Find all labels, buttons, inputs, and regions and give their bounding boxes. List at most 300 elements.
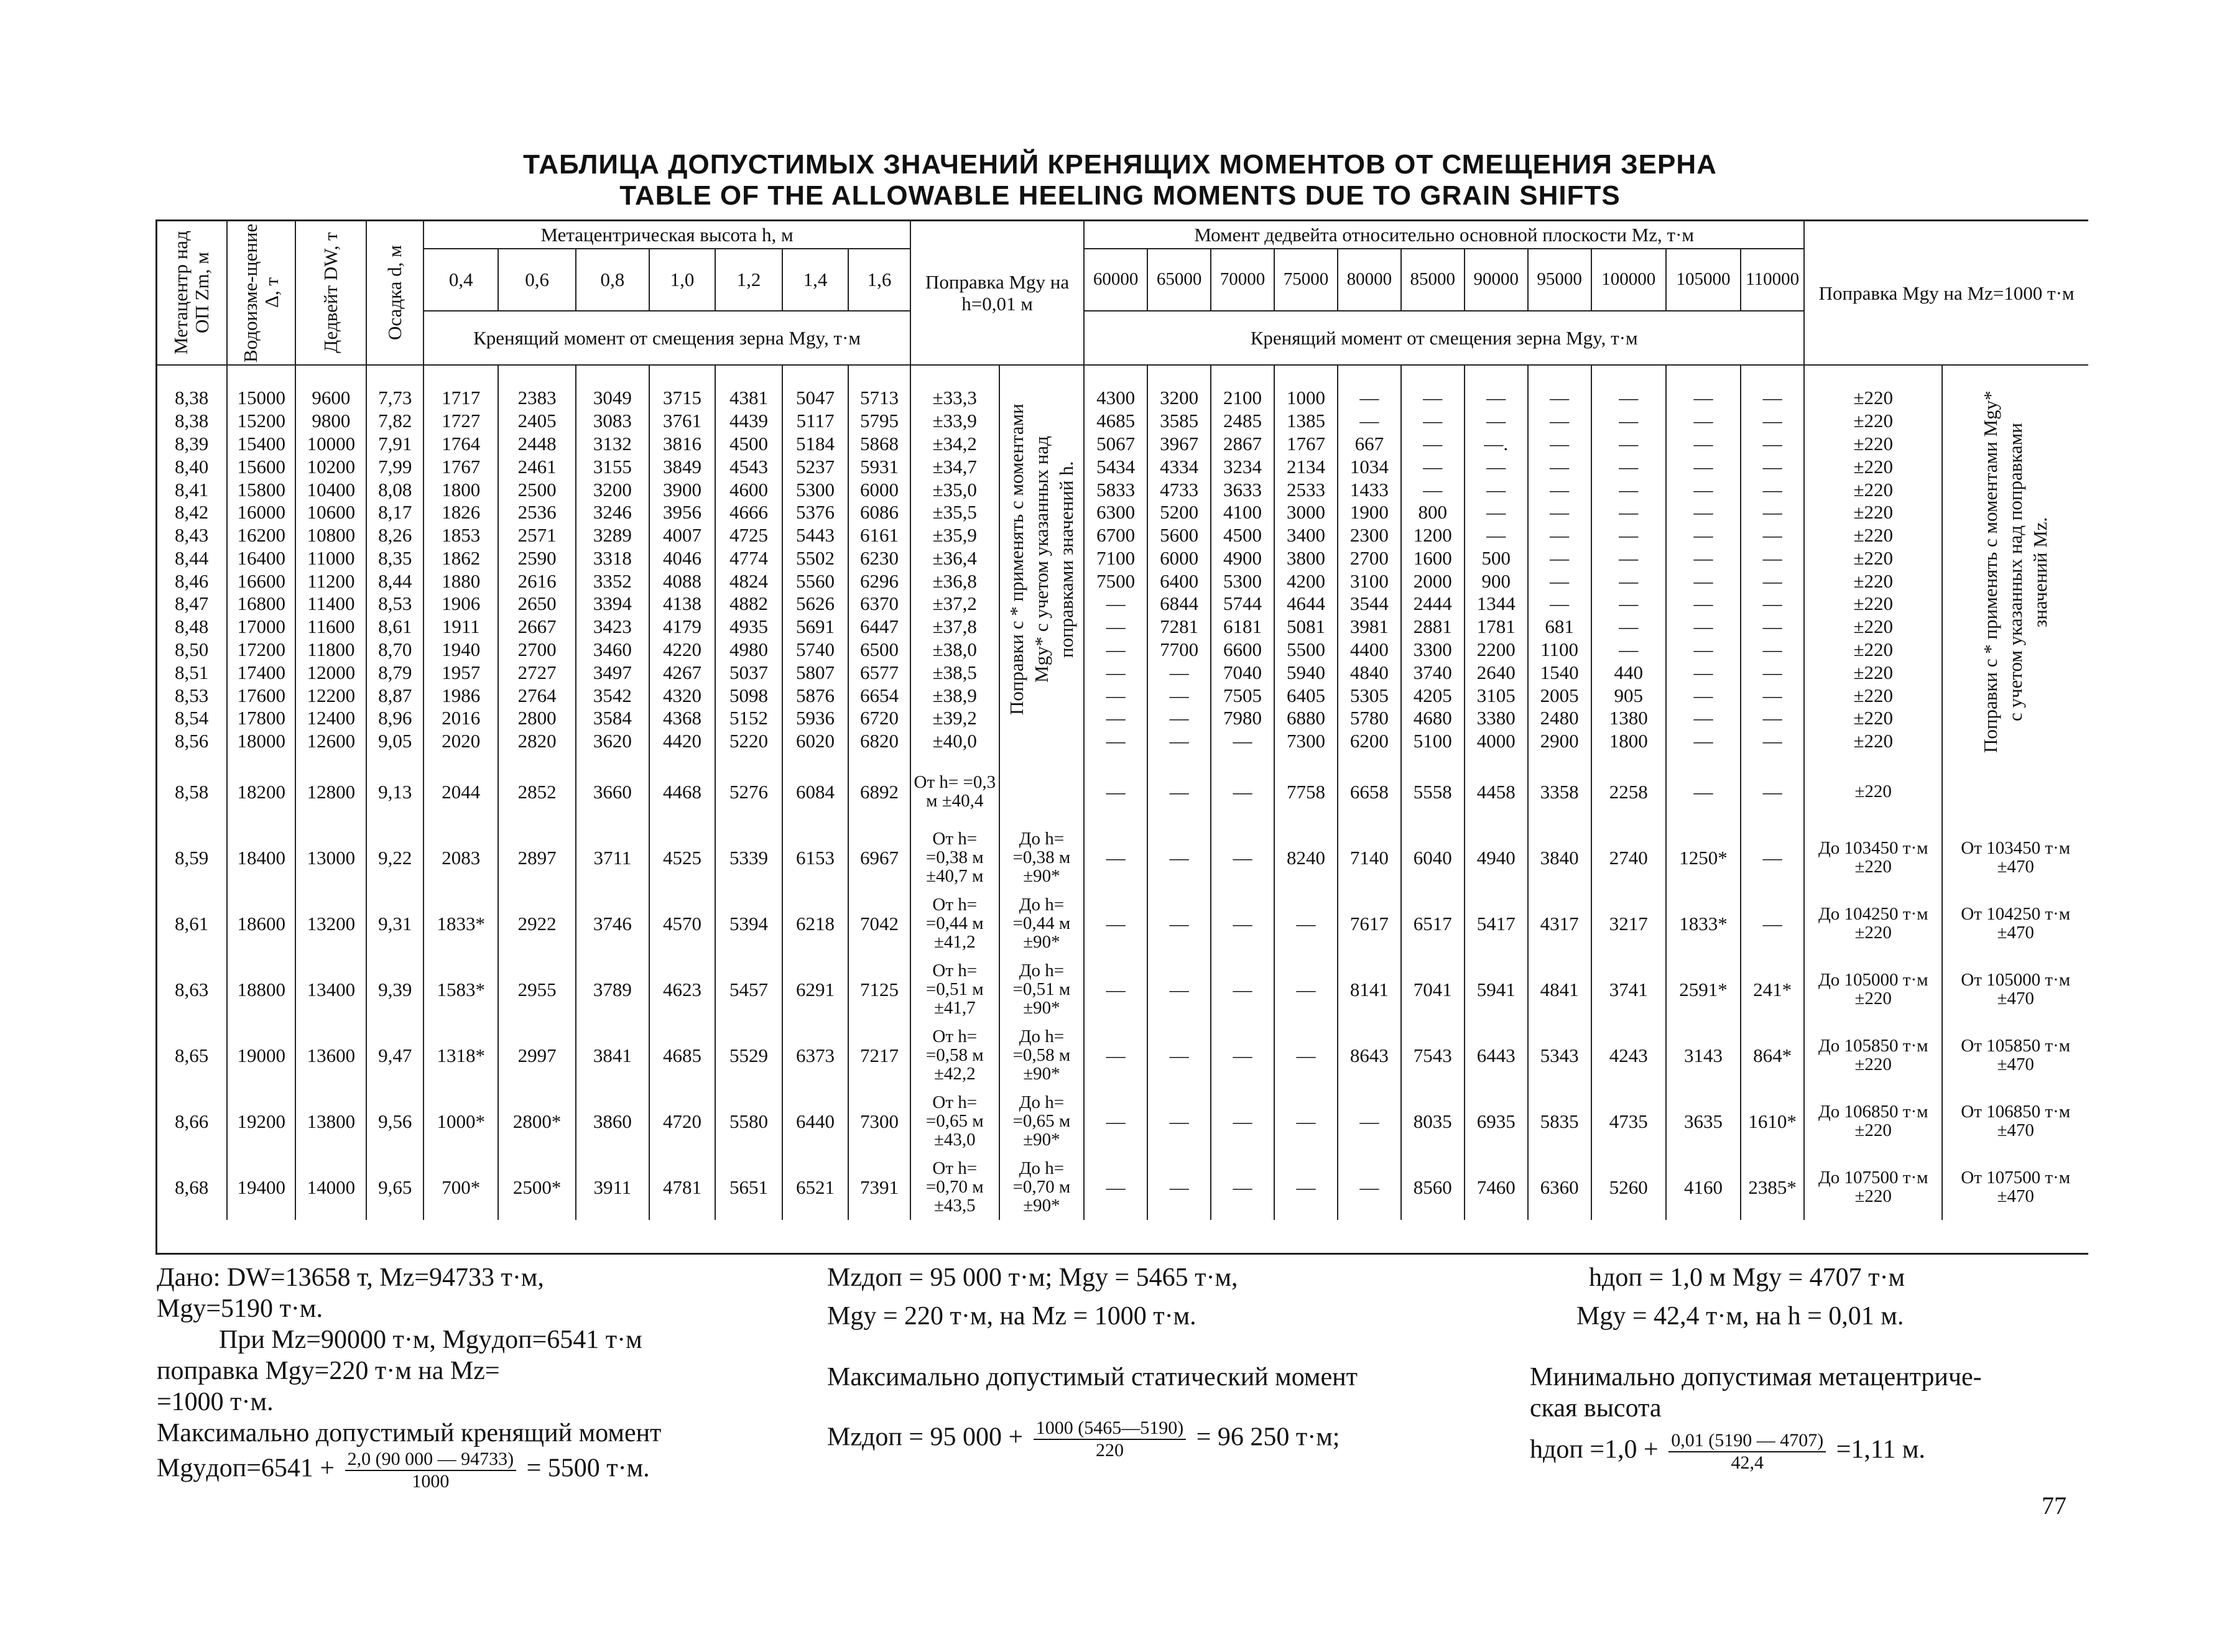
table-cell: 10400 xyxy=(295,478,366,501)
h-value: 1,4 xyxy=(782,249,848,311)
spacer-cell xyxy=(1401,752,1465,759)
table-cell: ±220 xyxy=(1804,524,1942,547)
table-cell: 3620 xyxy=(576,729,649,752)
disp-cell: 19200 xyxy=(227,1088,295,1154)
draft-cell: 9,47 xyxy=(366,1022,423,1088)
table-cell: 4205 xyxy=(1401,684,1465,707)
example-mid-line2: Mgy = 220 т·м, на Mz = 1000 т·м. xyxy=(827,1302,1196,1331)
mz-value: 65000 xyxy=(1147,249,1211,311)
table-row xyxy=(156,615,2088,638)
moment-cell: 5394 xyxy=(715,890,782,956)
table-cell: 1385 xyxy=(1274,409,1338,432)
moment-cell: 4720 xyxy=(649,1088,715,1154)
table-cell: ±37,2 xyxy=(910,593,999,616)
table-cell: 1767 xyxy=(423,455,498,478)
table-cell: 5740 xyxy=(782,638,848,661)
table-cell: — xyxy=(1741,684,1804,707)
moment-cell: 7125 xyxy=(848,956,910,1022)
table-cell: 7100 xyxy=(1084,547,1147,570)
moment-cell: 6291 xyxy=(782,956,848,1022)
corr-mz-star-cell: От 105000 т·м ±470 xyxy=(1942,956,2088,1022)
zm-cell: 8,66 xyxy=(156,1088,227,1154)
table-cell: 5300 xyxy=(782,478,848,501)
table-cell: — xyxy=(1211,729,1274,752)
table-cell: — xyxy=(1528,478,1591,501)
mz-moment-cell: 3635 xyxy=(1666,1088,1741,1154)
table-cell: — xyxy=(1084,593,1147,616)
mz-moment-cell: — xyxy=(1147,824,1211,890)
example-left-line2: Mgy=5190 т·м. xyxy=(157,1294,323,1323)
mz-moment-cell: 3741 xyxy=(1591,956,1666,1022)
table-cell: 3584 xyxy=(576,706,649,729)
table-cell: 681 xyxy=(1528,615,1591,638)
table-cell: 3497 xyxy=(576,661,649,684)
table-cell: 6405 xyxy=(1274,684,1338,707)
table-cell: 1826 xyxy=(423,501,498,524)
fraction-denominator: 220 xyxy=(1095,1440,1124,1460)
mz-moment-cell: — xyxy=(1274,956,1338,1022)
table-cell: 2016 xyxy=(423,706,498,729)
moment-cell: 3860 xyxy=(576,1088,649,1154)
table-cell: 4666 xyxy=(715,501,782,524)
mz-moment-cell: 3143 xyxy=(1666,1022,1741,1088)
table-cell: — xyxy=(1084,615,1147,638)
mz-moment-cell: 4735 xyxy=(1591,1088,1666,1154)
corr-h-cell: От h= =0,65 м ±43,0 xyxy=(910,1088,999,1154)
header-corr-h: Поправка Mgy на h=0,01 м xyxy=(910,221,1084,366)
table-cell: 2500 xyxy=(498,478,575,501)
header-h-group: Метацентрическая высота h, м xyxy=(423,221,910,249)
table-cell: 4500 xyxy=(1211,524,1274,547)
table-cell: 8,48 xyxy=(156,615,227,638)
table-cell: — xyxy=(1528,409,1591,432)
header-mz-sub: Кренящий момент от смещения зерна Mgy, т·м xyxy=(1084,311,1804,365)
corr-mz-star-cell: От 103450 т·м ±470 xyxy=(1942,824,2088,890)
table-cell: 3352 xyxy=(576,570,649,593)
table-cell: 6600 xyxy=(1211,638,1274,661)
table-cell: — xyxy=(1591,638,1666,661)
table-cell: 3800 xyxy=(1274,547,1338,570)
table-cell: 4334 xyxy=(1147,455,1211,478)
mz-moment-cell: 8643 xyxy=(1338,1022,1401,1088)
table-cell: 4935 xyxy=(715,615,782,638)
table-cell: 2700 xyxy=(498,638,575,661)
table-cell: 17400 xyxy=(227,661,295,684)
draft-cell: 9,31 xyxy=(366,890,423,956)
corr-mz-star-cell: От 107500 т·м ±470 xyxy=(1942,1154,2088,1220)
table-cell: — xyxy=(1666,615,1741,638)
table-cell: 18000 xyxy=(227,729,295,752)
table-cell: 8,35 xyxy=(366,547,423,570)
disp-cell: 19000 xyxy=(227,1022,295,1088)
table-cell: 1940 xyxy=(423,638,498,661)
table-cell: 5237 xyxy=(782,455,848,478)
table-cell: 5868 xyxy=(848,432,910,455)
table-cell: 17600 xyxy=(227,684,295,707)
table-cell: 2536 xyxy=(498,501,575,524)
table-cell: 4138 xyxy=(649,593,715,616)
mz-moment-cell: — xyxy=(1211,890,1274,956)
table-cell: 2020 xyxy=(423,729,498,752)
table-cell: 3633 xyxy=(1211,478,1274,501)
header-sub-row xyxy=(156,311,2088,365)
moment-cell: 5339 xyxy=(715,824,782,890)
mz-moment-cell: 1833* xyxy=(1666,890,1741,956)
mz-moment-cell: — xyxy=(1741,759,1804,824)
table-cell: — xyxy=(1401,409,1465,432)
table-cell: — xyxy=(1741,478,1804,501)
table-cell: 10800 xyxy=(295,524,366,547)
table-cell: 7,99 xyxy=(366,455,423,478)
disp-cell: 19400 xyxy=(227,1154,295,1220)
table-cell: 4824 xyxy=(715,570,782,593)
mz-moment-cell: 8560 xyxy=(1401,1154,1465,1220)
table-cell: 7500 xyxy=(1084,570,1147,593)
spacer-cell xyxy=(715,752,782,759)
table-cell: — xyxy=(1741,615,1804,638)
table-cell: 4381 xyxy=(715,365,782,409)
table-cell: 3544 xyxy=(1338,593,1401,616)
corr-mz-cell: До 107500 т·м ±220 xyxy=(1804,1154,1942,1220)
header-row xyxy=(156,221,2088,249)
draft-cell: 9,39 xyxy=(366,956,423,1022)
table-cell: 5067 xyxy=(1084,432,1147,455)
mz-moment-cell: 6517 xyxy=(1401,890,1465,956)
mz-moment-cell: 4243 xyxy=(1591,1022,1666,1088)
table-cell: 7700 xyxy=(1147,638,1211,661)
table-cell: 6370 xyxy=(848,593,910,616)
table-cell: 5936 xyxy=(782,706,848,729)
corr-mz-cell: ±220 xyxy=(1804,759,1942,824)
example-left-formula xyxy=(157,1449,747,1492)
table-cell: 2900 xyxy=(1528,729,1591,752)
table-cell: 3967 xyxy=(1147,432,1211,455)
mz-moment-cell: 4458 xyxy=(1465,759,1528,824)
fraction xyxy=(1034,1418,1186,1461)
mz-moment-cell: — xyxy=(1084,759,1147,824)
table-cell: 1911 xyxy=(423,615,498,638)
table-cell: 8,41 xyxy=(156,478,227,501)
table-cell: 6447 xyxy=(848,615,910,638)
table-cell: 6000 xyxy=(1147,547,1211,570)
mz-moment-cell: 864* xyxy=(1741,1022,1804,1088)
moment-cell: 4685 xyxy=(649,1022,715,1088)
table-cell: 4980 xyxy=(715,638,782,661)
draft-cell: 9,56 xyxy=(366,1088,423,1154)
table-cell: 11200 xyxy=(295,570,366,593)
table-cell: 3423 xyxy=(576,615,649,638)
moment-cell: 6084 xyxy=(782,759,848,824)
table-row xyxy=(156,547,2088,570)
table-cell: 10600 xyxy=(295,501,366,524)
mz-moment-cell: — xyxy=(1666,759,1741,824)
table-cell: 1540 xyxy=(1528,661,1591,684)
table-cell: 4685 xyxy=(1084,409,1147,432)
formula-result: = 96 250 т·м; xyxy=(1196,1423,1340,1452)
spacer-cell xyxy=(1084,752,1147,759)
dw-cell: 13800 xyxy=(295,1088,366,1154)
table-cell: ±38,0 xyxy=(910,638,999,661)
moment-cell: 2955 xyxy=(498,956,575,1022)
mz-moment-cell: — xyxy=(1741,890,1804,956)
table-cell: 5807 xyxy=(782,661,848,684)
note-h-text: Поправки с * применять с моментами Mgy* с учетом указанных над поправками значений h. xyxy=(1005,404,1077,716)
table-cell: — xyxy=(1741,729,1804,752)
table-cell: ±35,5 xyxy=(910,501,999,524)
table-cell: 3585 xyxy=(1147,409,1211,432)
corr-mz-cell: До 103450 т·м ±220 xyxy=(1804,824,1942,890)
table-cell: 3132 xyxy=(576,432,649,455)
mz-moment-cell: — xyxy=(1147,1154,1211,1220)
table-cell: 5626 xyxy=(782,593,848,616)
table-cell: 16200 xyxy=(227,524,295,547)
moment-cell: 4623 xyxy=(649,956,715,1022)
mz-moment-cell: 1610* xyxy=(1741,1088,1804,1154)
table-cell: ±220 xyxy=(1804,706,1942,729)
table-cell: 4267 xyxy=(649,661,715,684)
table-cell: 3200 xyxy=(576,478,649,501)
table-cell: 8,54 xyxy=(156,706,227,729)
dw-cell: 12800 xyxy=(295,759,366,824)
table-cell: 8,53 xyxy=(156,684,227,707)
table-cell: ±220 xyxy=(1804,432,1942,455)
table-cell: 800 xyxy=(1401,501,1465,524)
formula-prefix: Mgyдоп=6541 + xyxy=(157,1454,335,1483)
example-right-line2: Mgy = 42,4 т·м, на h = 0,01 м. xyxy=(1576,1302,1904,1331)
fraction-numerator: 2,0 (90 000 — 94733) xyxy=(345,1449,516,1471)
table-cell: — xyxy=(1741,547,1804,570)
moment-cell: 6892 xyxy=(848,759,910,824)
spacer-cell xyxy=(423,752,498,759)
table-cell: 3400 xyxy=(1274,524,1338,547)
table-cell: — xyxy=(1401,478,1465,501)
table-cell: — xyxy=(1591,432,1666,455)
table-cell: 4543 xyxy=(715,455,782,478)
draft-cell: 9,22 xyxy=(366,824,423,890)
table-cell: — xyxy=(1465,524,1528,547)
mz-moment-cell: 241* xyxy=(1741,956,1804,1022)
table-cell: 10200 xyxy=(295,455,366,478)
table-cell: — xyxy=(1401,365,1465,409)
mz-moment-cell: — xyxy=(1211,824,1274,890)
table-cell: — xyxy=(1591,524,1666,547)
grain-moment-table xyxy=(155,219,2088,1220)
moment-cell: 6218 xyxy=(782,890,848,956)
table-cell: 3380 xyxy=(1465,706,1528,729)
table-cell: 4725 xyxy=(715,524,782,547)
table-cell: 8,42 xyxy=(156,501,227,524)
table-cell: 5300 xyxy=(1211,570,1274,593)
table-cell: 4320 xyxy=(649,684,715,707)
table-cell: 11800 xyxy=(295,638,366,661)
mz-moment-cell: 7543 xyxy=(1401,1022,1465,1088)
table-cell: ±220 xyxy=(1804,615,1942,638)
table-cell: 5037 xyxy=(715,661,782,684)
table-cell: 7,82 xyxy=(366,409,423,432)
table-cell: — xyxy=(1528,547,1591,570)
table-cell: 4439 xyxy=(715,409,782,432)
mz-moment-cell: 7140 xyxy=(1338,824,1401,890)
spacer-cell xyxy=(1804,752,1942,759)
example-left-line6: Максимально допустимый кренящий момент xyxy=(157,1419,662,1447)
table-cell: — xyxy=(1666,455,1741,478)
table-cell: 6700 xyxy=(1084,524,1147,547)
mz-moment-cell: — xyxy=(1338,1088,1401,1154)
mz-moment-cell: 5343 xyxy=(1528,1022,1591,1088)
table-cell: 10000 xyxy=(295,432,366,455)
table-cell: 8,44 xyxy=(156,547,227,570)
table-cell: 11400 xyxy=(295,593,366,616)
table-cell: 3318 xyxy=(576,547,649,570)
mz-moment-cell: 5835 xyxy=(1528,1088,1591,1154)
table-cell: 2764 xyxy=(498,684,575,707)
mz-moment-cell: — xyxy=(1084,956,1147,1022)
h-value: 0,8 xyxy=(576,249,649,311)
table-cell: 1900 xyxy=(1338,501,1401,524)
table-cell: 5152 xyxy=(715,706,782,729)
table-cell: 8,38 xyxy=(156,365,227,409)
fraction xyxy=(345,1449,516,1492)
table-cell: 4420 xyxy=(649,729,715,752)
spacer-cell xyxy=(366,752,423,759)
table-row xyxy=(156,706,2088,729)
table-cell: 16400 xyxy=(227,547,295,570)
mz-moment-cell: 6443 xyxy=(1465,1022,1528,1088)
table-cell: 5744 xyxy=(1211,593,1274,616)
table-cell: 4088 xyxy=(649,570,715,593)
mz-moment-cell: 2740 xyxy=(1591,824,1666,890)
table-cell: 6820 xyxy=(848,729,910,752)
table-cell: ±220 xyxy=(1804,638,1942,661)
corr-h-cell: От h= =0,3 м ±40,4 xyxy=(910,759,999,824)
table-cell: 7040 xyxy=(1211,661,1274,684)
mz-moment-cell: — xyxy=(1147,956,1211,1022)
table-cell: 4400 xyxy=(1338,638,1401,661)
table-cell: — xyxy=(1591,570,1666,593)
table-cell: 6020 xyxy=(782,729,848,752)
table-cell: 5780 xyxy=(1338,706,1401,729)
moment-cell: 3789 xyxy=(576,956,649,1022)
header-draft xyxy=(366,221,423,366)
formula-result: =1,11 м. xyxy=(1836,1435,1925,1464)
mz-value: 60000 xyxy=(1084,249,1147,311)
table-cell: ±220 xyxy=(1804,365,1942,409)
zm-cell: 8,58 xyxy=(156,759,227,824)
corr-h-star-cell: До h= =0,58 м ±90* xyxy=(999,1022,1085,1088)
mz-moment-cell: 6935 xyxy=(1465,1088,1528,1154)
table-cell: 7,73 xyxy=(366,365,423,409)
table-cell: 2727 xyxy=(498,661,575,684)
mz-value: 100000 xyxy=(1591,249,1666,311)
moment-cell: 7217 xyxy=(848,1022,910,1088)
moment-cell: 5651 xyxy=(715,1154,782,1220)
mz-moment-cell: — xyxy=(1084,1154,1147,1220)
spacer-cell xyxy=(1274,752,1338,759)
mz-moment-cell: — xyxy=(1147,1088,1211,1154)
corr-h-star-cell: До h= =0,38 м ±90* xyxy=(999,824,1085,890)
table-cell: 17200 xyxy=(227,638,295,661)
table-cell: 8,46 xyxy=(156,570,227,593)
mz-moment-cell: 5941 xyxy=(1465,956,1528,1022)
mz-moment-cell: 6360 xyxy=(1528,1154,1591,1220)
table-cell: 4200 xyxy=(1274,570,1338,593)
table-row xyxy=(156,501,2088,524)
moment-cell: 2083 xyxy=(423,824,498,890)
disp-cell: 18800 xyxy=(227,956,295,1022)
h-value: 0,4 xyxy=(423,249,498,311)
table-cell: 3234 xyxy=(1211,455,1274,478)
table-cell: 2461 xyxy=(498,455,575,478)
table-cell: 8,50 xyxy=(156,638,227,661)
zm-cell: 8,65 xyxy=(156,1022,227,1088)
mz-moment-cell: 4841 xyxy=(1528,956,1591,1022)
table-bottom-border xyxy=(155,1253,2088,1255)
spacer-row xyxy=(156,752,2088,759)
table-cell: 4368 xyxy=(649,706,715,729)
table-cell: 1433 xyxy=(1338,478,1401,501)
corr-mz-cell: До 104250 т·м ±220 xyxy=(1804,890,1942,956)
table-cell: 3394 xyxy=(576,593,649,616)
mz-moment-cell: 5417 xyxy=(1465,890,1528,956)
header-h-sub: Кренящий момент от смещения зерна Mgy, т·м xyxy=(423,311,910,365)
table-cell: 2300 xyxy=(1338,524,1401,547)
spacer-cell xyxy=(782,752,848,759)
table-cell: 4733 xyxy=(1147,478,1211,501)
page-number: 77 xyxy=(2042,1492,2066,1520)
moment-cell: 7391 xyxy=(848,1154,910,1220)
table-cell: 17800 xyxy=(227,706,295,729)
moment-cell: 3660 xyxy=(576,759,649,824)
table-cell: 16000 xyxy=(227,501,295,524)
mz-moment-cell: 5558 xyxy=(1401,759,1465,824)
table-cell: — xyxy=(1147,684,1211,707)
table-cell: 4774 xyxy=(715,547,782,570)
table-cell: — xyxy=(1666,365,1741,409)
table-cell: — xyxy=(1465,409,1528,432)
table-cell: 5560 xyxy=(782,570,848,593)
spacer-cell xyxy=(910,752,999,759)
title-english: TABLE OF THE ALLOWABLE HEELING MOMENTS DUE TO GRAIN SHIFTS xyxy=(619,180,1621,211)
table-row xyxy=(156,409,2088,432)
zm-cell: 8,63 xyxy=(156,956,227,1022)
example-right xyxy=(1530,1262,2090,1474)
table-cell: 4600 xyxy=(715,478,782,501)
table-left-border xyxy=(155,219,157,1253)
table-cell: 2134 xyxy=(1274,455,1338,478)
table-cell: 5931 xyxy=(848,455,910,478)
table-row xyxy=(156,432,2088,455)
header-deadweight xyxy=(295,221,366,366)
table-cell: 3460 xyxy=(576,638,649,661)
spacer-cell xyxy=(1741,752,1804,759)
table-cell: — xyxy=(1666,706,1741,729)
h-value: 0,6 xyxy=(498,249,575,311)
table-cell: — xyxy=(1741,524,1804,547)
table-row xyxy=(156,478,2088,501)
table-row xyxy=(156,1022,2088,1088)
table-cell: — xyxy=(1591,478,1666,501)
disp-cell: 18400 xyxy=(227,824,295,890)
table-row xyxy=(156,890,2088,956)
table-cell: 1853 xyxy=(423,524,498,547)
mz-moment-cell: 5260 xyxy=(1591,1154,1666,1220)
table-cell: 4500 xyxy=(715,432,782,455)
mz-moment-cell: 2385* xyxy=(1741,1154,1804,1220)
spacer-cell xyxy=(227,752,295,759)
table-cell: 1764 xyxy=(423,432,498,455)
corr-h-star-cell xyxy=(999,759,1085,824)
mz-moment-cell: — xyxy=(1147,890,1211,956)
